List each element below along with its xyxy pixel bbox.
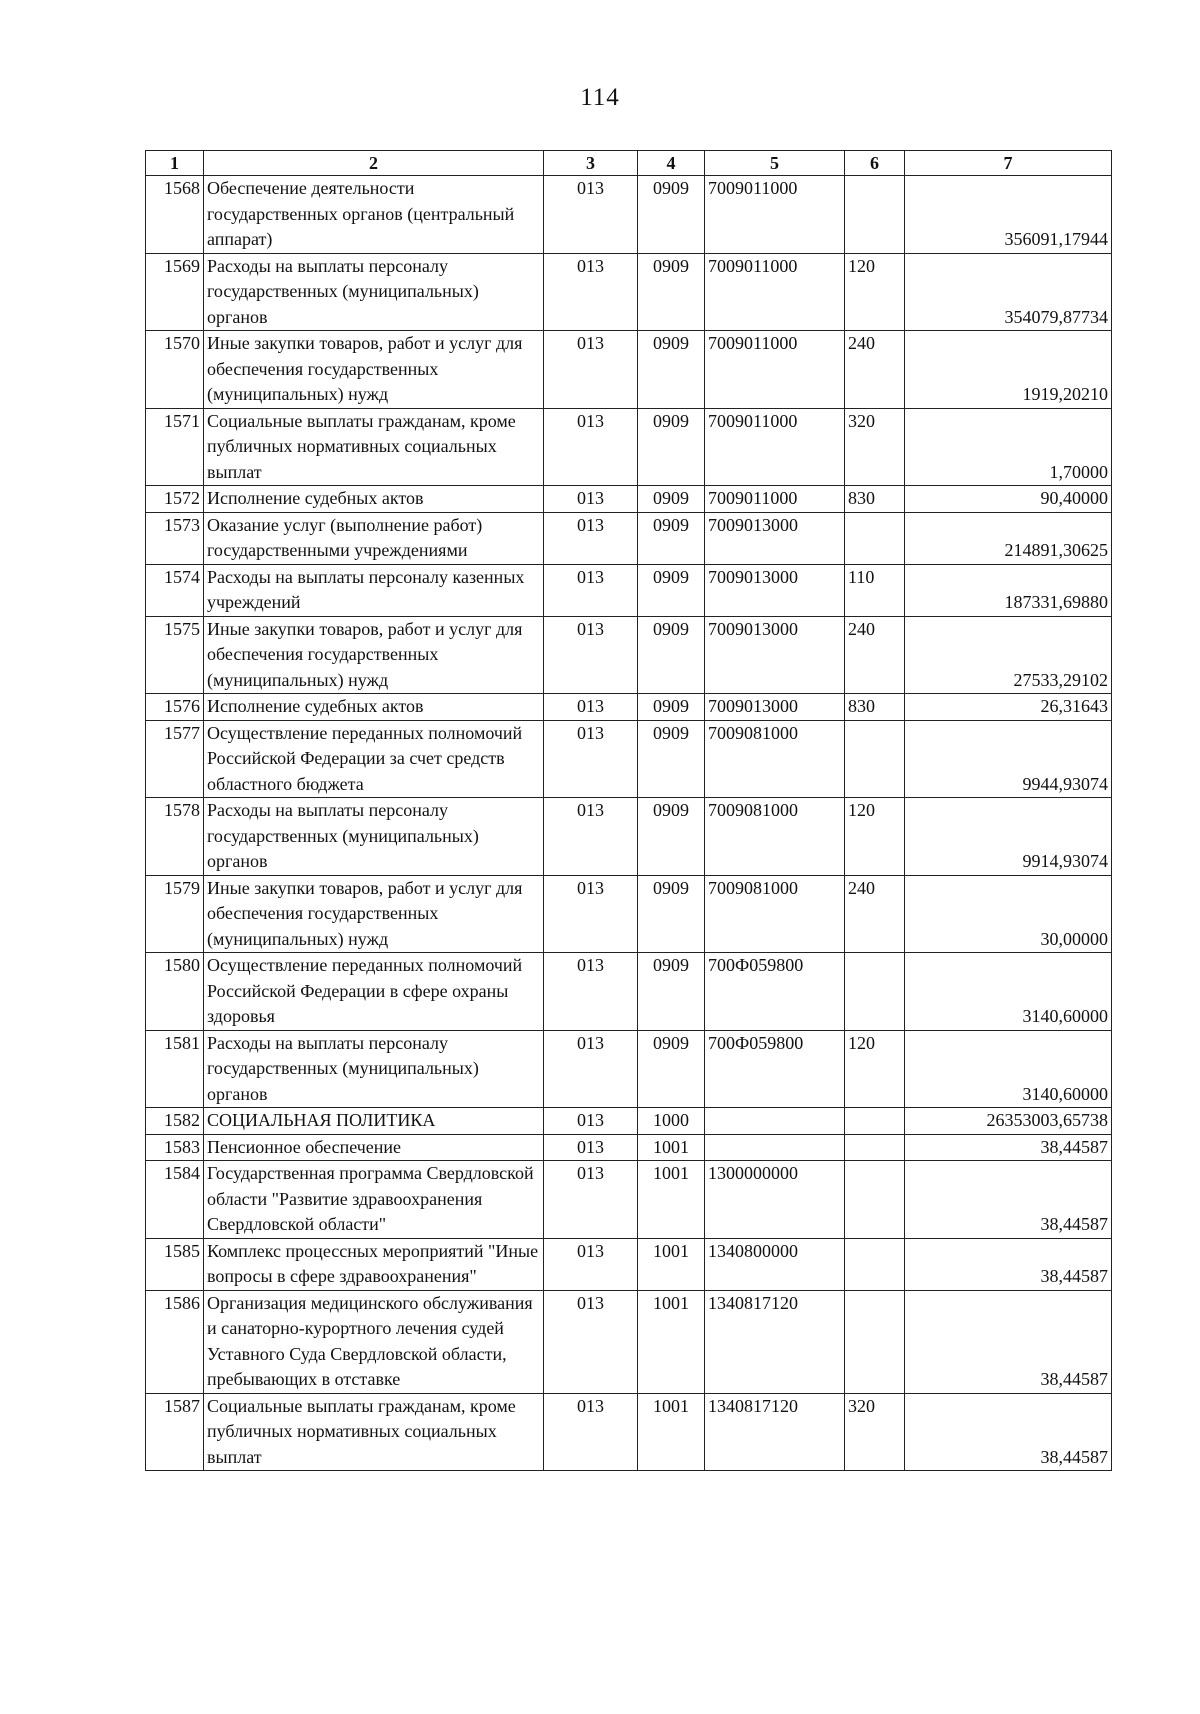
row-amount: 38,44587 <box>905 1161 1112 1239</box>
row-name: Социальные выплаты гражданам, кроме публичных нормативных социальных выплат <box>204 408 544 486</box>
row-ved: 013 <box>544 1290 638 1393</box>
row-amount: 9944,93074 <box>905 720 1112 798</box>
row-expense-type: 830 <box>845 486 905 513</box>
row-amount: 38,44587 <box>905 1238 1112 1290</box>
row-target-code: 7009013000 <box>705 564 845 616</box>
table-row <box>146 720 1112 798</box>
row-ved: 013 <box>544 512 638 564</box>
table-row <box>146 1030 1112 1108</box>
row-expense-type <box>845 1161 905 1239</box>
table-body <box>146 176 1112 1471</box>
row-number: 1580 <box>146 953 204 1031</box>
table-row <box>146 564 1112 616</box>
row-name: Осуществление переданных полномочий Российской Федерации за счет средств областного бюджета <box>204 720 544 798</box>
row-number: 1583 <box>146 1134 204 1161</box>
row-ved: 013 <box>544 720 638 798</box>
row-number: 1582 <box>146 1108 204 1135</box>
row-target-code: 1340817120 <box>705 1393 845 1471</box>
row-amount: 9914,93074 <box>905 798 1112 876</box>
row-amount: 27533,29102 <box>905 616 1112 694</box>
table-row <box>146 1134 1112 1161</box>
row-name: Расходы на выплаты персоналу казенных учреждений <box>204 564 544 616</box>
row-amount: 38,44587 <box>905 1393 1112 1471</box>
row-ved: 013 <box>544 408 638 486</box>
table-row <box>146 1161 1112 1239</box>
page-number: 114 <box>580 84 620 111</box>
header-col-1: 1 <box>146 151 204 176</box>
header-col-4: 4 <box>638 151 705 176</box>
row-amount: 30,00000 <box>905 875 1112 953</box>
row-target-code: 7009013000 <box>705 512 845 564</box>
row-expense-type: 110 <box>845 564 905 616</box>
row-name: Расходы на выплаты персоналу государственных (муниципальных) органов <box>204 798 544 876</box>
table-header <box>146 151 1112 176</box>
header-col-5: 5 <box>705 151 845 176</box>
row-section: 1001 <box>638 1238 705 1290</box>
row-expense-type: 320 <box>845 408 905 486</box>
row-ved: 013 <box>544 331 638 409</box>
row-number: 1585 <box>146 1238 204 1290</box>
row-expense-type <box>845 720 905 798</box>
header-col-6: 6 <box>845 151 905 176</box>
row-target-code: 7009013000 <box>705 694 845 721</box>
row-amount: 26353003,65738 <box>905 1108 1112 1135</box>
row-ved: 013 <box>544 875 638 953</box>
header-row <box>146 151 1112 176</box>
row-section: 1001 <box>638 1290 705 1393</box>
row-target-code: 700Ф059800 <box>705 1030 845 1108</box>
row-section: 0909 <box>638 408 705 486</box>
table-row <box>146 408 1112 486</box>
row-target-code: 1340800000 <box>705 1238 845 1290</box>
row-number: 1573 <box>146 512 204 564</box>
row-expense-type: 120 <box>845 253 905 331</box>
row-number: 1576 <box>146 694 204 721</box>
row-amount: 1919,20210 <box>905 331 1112 409</box>
row-ved: 013 <box>544 1238 638 1290</box>
row-expense-type <box>845 1238 905 1290</box>
row-target-code: 7009011000 <box>705 253 845 331</box>
row-target-code: 7009011000 <box>705 176 845 254</box>
row-ved: 013 <box>544 1161 638 1239</box>
row-amount: 26,31643 <box>905 694 1112 721</box>
row-number: 1584 <box>146 1161 204 1239</box>
row-ved: 013 <box>544 1393 638 1471</box>
row-ved: 013 <box>544 1030 638 1108</box>
table-row <box>146 1238 1112 1290</box>
row-expense-type <box>845 1290 905 1393</box>
table-row <box>146 953 1112 1031</box>
table-row <box>146 1290 1112 1393</box>
row-target-code: 1340817120 <box>705 1290 845 1393</box>
row-expense-type: 240 <box>845 331 905 409</box>
table-row <box>146 176 1112 254</box>
row-number: 1575 <box>146 616 204 694</box>
row-target-code: 7009081000 <box>705 875 845 953</box>
row-ved: 013 <box>544 616 638 694</box>
row-expense-type: 120 <box>845 798 905 876</box>
row-expense-type: 240 <box>845 875 905 953</box>
row-expense-type <box>845 512 905 564</box>
table-row <box>146 1393 1112 1471</box>
row-section: 1001 <box>638 1134 705 1161</box>
row-name: Иные закупки товаров, работ и услуг для обеспечения государственных (муниципальных) нужд <box>204 616 544 694</box>
row-number: 1569 <box>146 253 204 331</box>
row-section: 1001 <box>638 1161 705 1239</box>
row-name: Иные закупки товаров, работ и услуг для обеспечения государственных (муниципальных) нужд <box>204 331 544 409</box>
row-name: Организация медицинского обслуживания и санаторно-курортного лечения судей Уставного Суда Свердловской области, пребывающих в отставке <box>204 1290 544 1393</box>
row-target-code: 7009011000 <box>705 408 845 486</box>
row-name: Пенсионное обеспечение <box>204 1134 544 1161</box>
row-target-code: 7009011000 <box>705 486 845 513</box>
row-target-code <box>705 1108 845 1135</box>
row-section: 0909 <box>638 1030 705 1108</box>
row-name: Расходы на выплаты персоналу государственных (муниципальных) органов <box>204 1030 544 1108</box>
row-number: 1578 <box>146 798 204 876</box>
row-target-code: 700Ф059800 <box>705 953 845 1031</box>
row-section: 1000 <box>638 1108 705 1135</box>
row-ved: 013 <box>544 253 638 331</box>
row-name: Комплекс процессных мероприятий "Иные вопросы в сфере здравоохранения" <box>204 1238 544 1290</box>
row-ved: 013 <box>544 1108 638 1135</box>
row-target-code: 7009081000 <box>705 798 845 876</box>
row-amount: 90,40000 <box>905 486 1112 513</box>
row-number: 1572 <box>146 486 204 513</box>
row-amount: 354079,87734 <box>905 253 1112 331</box>
row-name: Расходы на выплаты персоналу государственных (муниципальных) органов <box>204 253 544 331</box>
row-ved: 013 <box>544 798 638 876</box>
row-expense-type: 120 <box>845 1030 905 1108</box>
row-target-code: 1300000000 <box>705 1161 845 1239</box>
row-target-code: 7009013000 <box>705 616 845 694</box>
row-section: 1001 <box>638 1393 705 1471</box>
row-section: 0909 <box>638 512 705 564</box>
row-name: Государственная программа Свердловской области "Развитие здравоохранения Свердловской области" <box>204 1161 544 1239</box>
row-expense-type: 830 <box>845 694 905 721</box>
row-amount: 38,44587 <box>905 1134 1112 1161</box>
row-section: 0909 <box>638 694 705 721</box>
row-number: 1568 <box>146 176 204 254</box>
row-target-code <box>705 1134 845 1161</box>
row-number: 1586 <box>146 1290 204 1393</box>
row-section: 0909 <box>638 616 705 694</box>
row-expense-type <box>845 1108 905 1135</box>
row-ved: 013 <box>544 486 638 513</box>
table-row <box>146 512 1112 564</box>
row-expense-type <box>845 953 905 1031</box>
table-row <box>146 331 1112 409</box>
row-expense-type <box>845 1134 905 1161</box>
table-row <box>146 486 1112 513</box>
row-ved: 013 <box>544 1134 638 1161</box>
row-expense-type: 240 <box>845 616 905 694</box>
row-section: 0909 <box>638 176 705 254</box>
row-name: Оказание услуг (выполнение работ) государственными учреждениями <box>204 512 544 564</box>
row-target-code: 7009011000 <box>705 331 845 409</box>
row-section: 0909 <box>638 253 705 331</box>
row-name: Исполнение судебных актов <box>204 694 544 721</box>
row-section: 0909 <box>638 720 705 798</box>
row-amount: 3140,60000 <box>905 1030 1112 1108</box>
row-number: 1571 <box>146 408 204 486</box>
table-row <box>146 253 1112 331</box>
header-col-2: 2 <box>204 151 544 176</box>
row-name: Обеспечение деятельности государственных органов (центральный аппарат) <box>204 176 544 254</box>
header-col-3: 3 <box>544 151 638 176</box>
row-amount: 214891,30625 <box>905 512 1112 564</box>
row-target-code: 7009081000 <box>705 720 845 798</box>
row-expense-type <box>845 176 905 254</box>
row-number: 1581 <box>146 1030 204 1108</box>
row-amount: 38,44587 <box>905 1290 1112 1393</box>
row-name: Исполнение судебных актов <box>204 486 544 513</box>
row-expense-type: 320 <box>845 1393 905 1471</box>
row-name: Социальные выплаты гражданам, кроме публичных нормативных социальных выплат <box>204 1393 544 1471</box>
row-number: 1577 <box>146 720 204 798</box>
row-number: 1574 <box>146 564 204 616</box>
row-section: 0909 <box>638 331 705 409</box>
row-section: 0909 <box>638 798 705 876</box>
budget-table <box>145 150 1112 1471</box>
header-col-7: 7 <box>905 151 1112 176</box>
table-row <box>146 875 1112 953</box>
row-amount: 3140,60000 <box>905 953 1112 1031</box>
row-section: 0909 <box>638 564 705 616</box>
row-amount: 1,70000 <box>905 408 1112 486</box>
row-section: 0909 <box>638 875 705 953</box>
table-row <box>146 616 1112 694</box>
row-ved: 013 <box>544 694 638 721</box>
row-ved: 013 <box>544 176 638 254</box>
table-row <box>146 694 1112 721</box>
row-section: 0909 <box>638 953 705 1031</box>
row-number: 1579 <box>146 875 204 953</box>
row-ved: 013 <box>544 564 638 616</box>
row-ved: 013 <box>544 953 638 1031</box>
row-section: 0909 <box>638 486 705 513</box>
row-number: 1587 <box>146 1393 204 1471</box>
row-name: Осуществление переданных полномочий Российской Федерации в сфере охраны здоровья <box>204 953 544 1031</box>
row-name: СОЦИАЛЬНАЯ ПОЛИТИКА <box>204 1108 544 1135</box>
row-amount: 356091,17944 <box>905 176 1112 254</box>
table-row <box>146 1108 1112 1135</box>
row-number: 1570 <box>146 331 204 409</box>
row-amount: 187331,69880 <box>905 564 1112 616</box>
row-name: Иные закупки товаров, работ и услуг для обеспечения государственных (муниципальных) нужд <box>204 875 544 953</box>
table-row <box>146 798 1112 876</box>
